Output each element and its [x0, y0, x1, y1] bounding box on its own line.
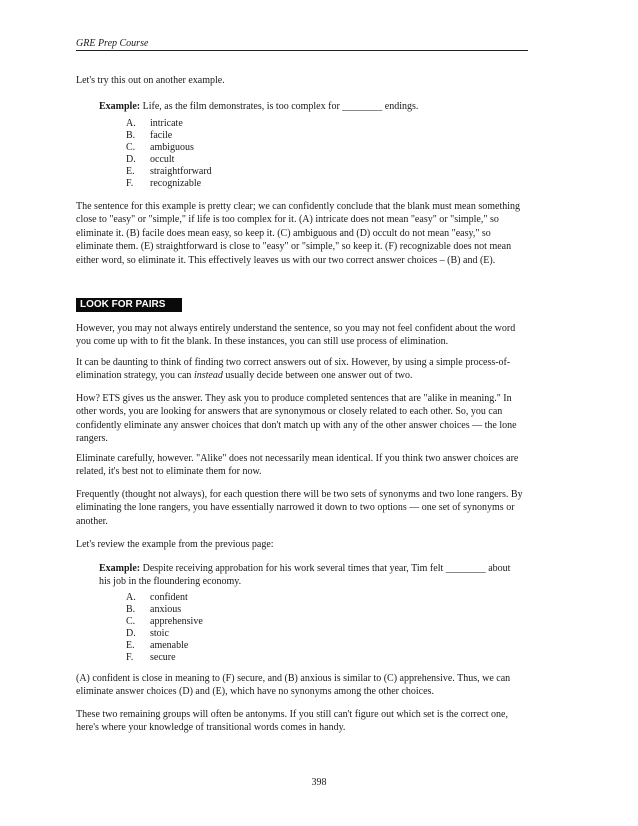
choice-text: secure — [150, 652, 176, 663]
paragraph-2-emphasis: instead — [193, 370, 223, 382]
paragraph-6-text: Let's review the example from the previous page: — [76, 539, 274, 550]
choice-text: intricate — [150, 118, 183, 129]
choice-c — [126, 142, 212, 154]
choice-text: recognizable — [150, 178, 202, 189]
paragraph-4 — [76, 452, 528, 479]
example-1-choices — [126, 118, 212, 190]
closing-text: These two remaining groups will often be antonyms. If you still can't figure out which set is the correct one, here's where your knowledge of transitional words comes in handy. — [76, 709, 508, 734]
choice-c — [126, 616, 203, 628]
explanation-2-text: (A) confident is close in meaning to (F) secure, and (B) anxious is similar to (C) apprehensive. Thus, we can eliminate answer choices (D) and (E), which have no synonyms among the other choices. — [76, 673, 511, 698]
choice-letter: D. — [126, 628, 136, 639]
choice-text: anxious — [150, 604, 182, 615]
choice-b — [126, 130, 212, 142]
intro-paragraph — [76, 74, 528, 87]
paragraph-1 — [76, 322, 528, 349]
paragraph-2-text — [76, 356, 528, 383]
choice-letter: C. — [126, 616, 136, 627]
running-header: GRE Prep Course — [76, 38, 149, 49]
choice-text: confident — [150, 592, 188, 603]
choice-text: stoic — [150, 628, 169, 639]
explanation-1 — [76, 200, 528, 267]
choice-d — [126, 628, 203, 640]
paragraph-1-text: However, you may not always entirely understand the sentence, so you may not feel confident about the word you come up with to fit the blank. In these instances, you can still use process of elimination. — [76, 323, 516, 348]
choice-d — [126, 154, 212, 166]
paragraph-6 — [76, 538, 528, 551]
paragraph-5-text: Frequently (thought not always), for each question there will be two sets of synonyms and two lone rangers. By eliminating the lone rangers, you have essentially narrowed it down to two options — one set of synonyms or another. — [76, 489, 523, 527]
choice-text: straightforward — [150, 166, 212, 177]
choice-letter: B. — [126, 604, 136, 615]
choice-a — [126, 592, 203, 604]
paragraph-4-text: Eliminate carefully, however. "Alike" does not necessarily mean identical. If you think two answer choices are related, it's best not to eliminate them for now. — [76, 453, 519, 478]
choice-text: ambiguous — [150, 142, 194, 153]
choice-f — [126, 652, 203, 664]
paragraph-3 — [76, 392, 528, 446]
example-1-label: Example: — [99, 101, 141, 112]
choice-letter: D. — [126, 154, 136, 165]
choice-letter: B. — [126, 130, 136, 141]
closing-paragraph — [76, 708, 528, 735]
choice-f — [126, 178, 212, 190]
choice-e — [126, 640, 203, 652]
choice-text: occult — [150, 154, 175, 165]
choice-a — [126, 118, 212, 130]
choice-e — [126, 166, 212, 178]
example-2-choices — [126, 592, 203, 664]
choice-text: amenable — [150, 640, 189, 651]
page-number: 398 — [311, 777, 327, 788]
paragraph-2 — [76, 356, 528, 383]
choice-letter: F. — [126, 652, 134, 663]
choice-letter: C. — [126, 142, 136, 153]
choice-letter: A. — [126, 592, 136, 603]
example-2-label: Example: — [99, 563, 141, 574]
example-1-sentence: Life, as the film demonstrates, is too complex for ________ endings. — [142, 101, 419, 112]
paragraph-3-text: How? ETS gives us the answer. They ask you to produce completed sentences that are "alike in meaning." In other words, you are looking for answers that are synonymous or closely related to each other. So, you can confidently eliminate any answer choices that don't match up with any of the other answer choices — the lone rangers. — [76, 393, 517, 445]
paragraph-2-end: usually decide between one answer out of two. — [222, 370, 413, 382]
example-1 — [99, 100, 519, 113]
header-rule — [76, 50, 528, 51]
choice-letter: E. — [126, 166, 135, 177]
choice-letter: F. — [126, 178, 134, 189]
example-2-sentence: Despite receiving approbation for his work several times that year, Tim felt ________ about his job in the floundering economy. — [99, 563, 511, 588]
section-heading: LOOK FOR PAIRS — [76, 298, 182, 312]
choice-b — [126, 604, 203, 616]
choice-text: facile — [150, 130, 173, 141]
paragraph-5 — [76, 488, 528, 528]
choice-text: apprehensive — [150, 616, 203, 627]
paragraph-2-start: It can be daunting to think of finding two correct answers out of six. However, by using a simple process-of-elimination strategy, you can — [76, 357, 511, 382]
choice-letter: A. — [126, 118, 136, 129]
example-2 — [99, 562, 519, 589]
choice-letter: E. — [126, 640, 135, 651]
explanation-1-text: The sentence for this example is pretty clear; we can confidently conclude that the blank must mean something close to "easy" or "simple," if life is too complex for it. (A) intricate does not mean "easy" or "simple," so eliminate it. (B) facile does mean easy, so keep it. (C) ambiguous and (D) occult do not mean "easy," so eliminate them. (E) straightforward is close to "easy" or "simple," so keep it. (F) recognizable does not mean either word, so eliminate it. This effectively leaves us with our two correct answer choices – (B) and (E). — [76, 201, 521, 266]
explanation-2 — [76, 672, 528, 699]
intro-text: Let's try this out on another example. — [76, 75, 225, 86]
